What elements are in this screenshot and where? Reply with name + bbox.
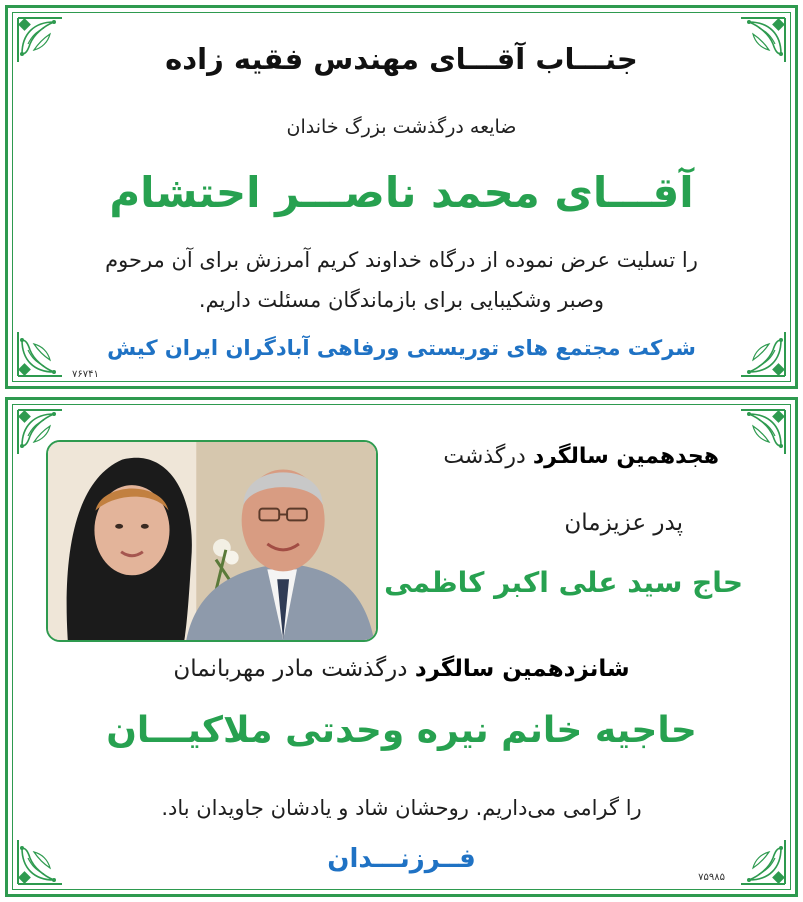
father-anniversary-line — [443, 444, 719, 469]
floral-corner-ornament-icon — [14, 328, 66, 380]
mother-anniversary-bold: شانزدهمین سالگرد — [414, 656, 630, 682]
floral-corner-ornament-icon — [737, 328, 789, 380]
floral-corner-ornament-icon — [14, 836, 66, 888]
ad-code: ۷۵۹۸۵ — [698, 872, 725, 883]
notice-recipient-title: جنـــاب آقـــای مهندس فقیه زاده — [165, 42, 638, 76]
floral-corner-ornament-icon — [14, 14, 66, 66]
father-anniversary-rest: درگذشت — [443, 444, 533, 469]
memorial-anniversary-notice — [5, 397, 798, 897]
father-relation: پدر عزیزمان — [564, 510, 683, 536]
condolence-notice — [5, 5, 798, 389]
sender-company: شرکت مجتمع های توریستی ورفاهی آبادگران ایران کیش — [107, 336, 696, 360]
notice-subtitle: ضایعه درگذشت بزرگ خاندان — [286, 116, 517, 138]
couple-portrait-photo — [46, 440, 378, 642]
mother-anniversary-rest: درگذشت مادر مهربانمان — [173, 656, 415, 682]
memorial-closing-line: را گرامی می‌داریم. روحشان شاد و یادشان جاویدان باد. — [161, 796, 642, 820]
floral-corner-ornament-icon — [737, 836, 789, 888]
ad-code: ۷۶۷۴۱ — [72, 369, 99, 380]
father-name: حاج سید علی اکبر کاظمی — [384, 566, 743, 599]
signatories-children: فــرزنـــدان — [327, 844, 476, 874]
condolence-body-line-2: وصبر وشکیبایی برای بازماندگان مسئلت داریم. — [198, 288, 605, 312]
floral-corner-ornament-icon — [737, 406, 789, 458]
condolence-body-line-1: را تسلیت عرض نموده از درگاه خداوند کریم آمرزش برای آن مرحوم — [105, 248, 698, 272]
mother-anniversary-line — [8, 656, 795, 682]
floral-corner-ornament-icon — [737, 14, 789, 66]
father-anniversary-bold: هجدهمین سالگرد — [532, 444, 719, 469]
deceased-name: آقـــای محمد ناصـــر احتشام — [109, 168, 694, 217]
floral-corner-ornament-icon — [14, 406, 66, 458]
mother-name: حاجیه خانم نیره وحدتی ملاکیـــان — [106, 710, 697, 751]
